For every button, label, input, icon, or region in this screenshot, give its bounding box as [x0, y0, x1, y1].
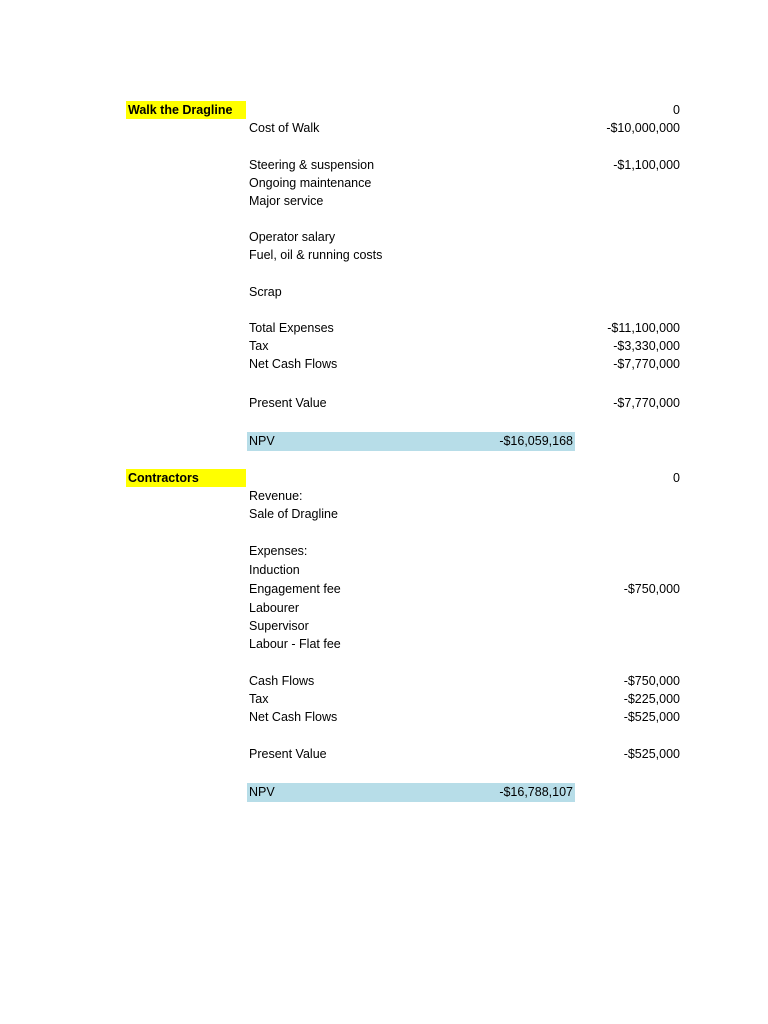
table-row — [249, 319, 680, 337]
table-row — [249, 192, 680, 210]
table-row — [249, 708, 680, 726]
row-label: Present Value — [249, 396, 327, 410]
table-row — [249, 561, 680, 579]
row-label: Sale of Dragline — [249, 507, 338, 521]
row-label: Labour - Flat fee — [249, 637, 341, 651]
row-value: -$11,100,000 — [607, 321, 680, 335]
row-label: Tax — [249, 339, 269, 353]
table-row — [249, 355, 680, 373]
row-label: Total Expenses — [249, 321, 334, 335]
table-row — [249, 174, 680, 192]
npv-row — [247, 432, 575, 451]
section-title-walk: Walk the Dragline — [126, 101, 246, 119]
row-value: -$750,000 — [623, 582, 680, 596]
npv-value: -$16,059,168 — [499, 434, 573, 448]
row-value: -$7,770,000 — [613, 357, 680, 371]
table-row — [249, 246, 680, 264]
row-label: Operator salary — [249, 230, 336, 244]
row-label: Net Cash Flows — [249, 710, 338, 724]
row-value: -$7,770,000 — [613, 396, 680, 410]
row-value: -$525,000 — [623, 710, 680, 724]
row-value: -$750,000 — [623, 674, 680, 688]
row-label: Labourer — [249, 601, 300, 615]
row-label: Engagement fee — [249, 582, 341, 596]
table-row — [249, 156, 680, 174]
table-row — [249, 283, 680, 301]
row-label: Induction — [249, 563, 300, 577]
period-header: 0 — [673, 471, 680, 485]
npv-label: NPV — [249, 434, 275, 448]
row-label: Fuel, oil & running costs — [249, 248, 383, 262]
row-value: -$3,330,000 — [613, 339, 680, 353]
row-label: Revenue: — [249, 489, 303, 503]
row-label: Tax — [249, 692, 269, 706]
table-row — [249, 337, 680, 355]
table-row — [249, 394, 680, 412]
table-row — [249, 672, 680, 690]
table-row — [249, 635, 680, 653]
row-label: Major service — [249, 194, 324, 208]
table-row — [249, 599, 680, 617]
npv-label: NPV — [249, 785, 275, 799]
row-label: Present Value — [249, 747, 327, 761]
table-row — [249, 505, 680, 523]
row-value: -$525,000 — [623, 747, 680, 761]
section-title-contractors: Contractors — [126, 469, 246, 487]
table-row — [249, 119, 680, 137]
table-row — [249, 487, 680, 505]
row-label: Net Cash Flows — [249, 357, 338, 371]
period-header: 0 — [673, 103, 680, 117]
row-label: Cash Flows — [249, 674, 315, 688]
row-label: Supervisor — [249, 619, 309, 633]
row-label: Ongoing maintenance — [249, 176, 372, 190]
npv-row — [247, 783, 575, 802]
table-row — [249, 228, 680, 246]
row-value: -$225,000 — [623, 692, 680, 706]
row-label: Expenses: — [249, 544, 308, 558]
table-row — [249, 617, 680, 635]
table-row — [249, 745, 680, 763]
row-value: -$10,000,000 — [606, 121, 680, 135]
row-label: Scrap — [249, 285, 282, 299]
table-row — [249, 690, 680, 708]
row-label: Steering & suspension — [249, 158, 375, 172]
table-row — [249, 542, 680, 560]
npv-value: -$16,788,107 — [499, 785, 573, 799]
row-label: Cost of Walk — [249, 121, 320, 135]
row-value: -$1,100,000 — [613, 158, 680, 172]
table-row — [249, 580, 680, 598]
